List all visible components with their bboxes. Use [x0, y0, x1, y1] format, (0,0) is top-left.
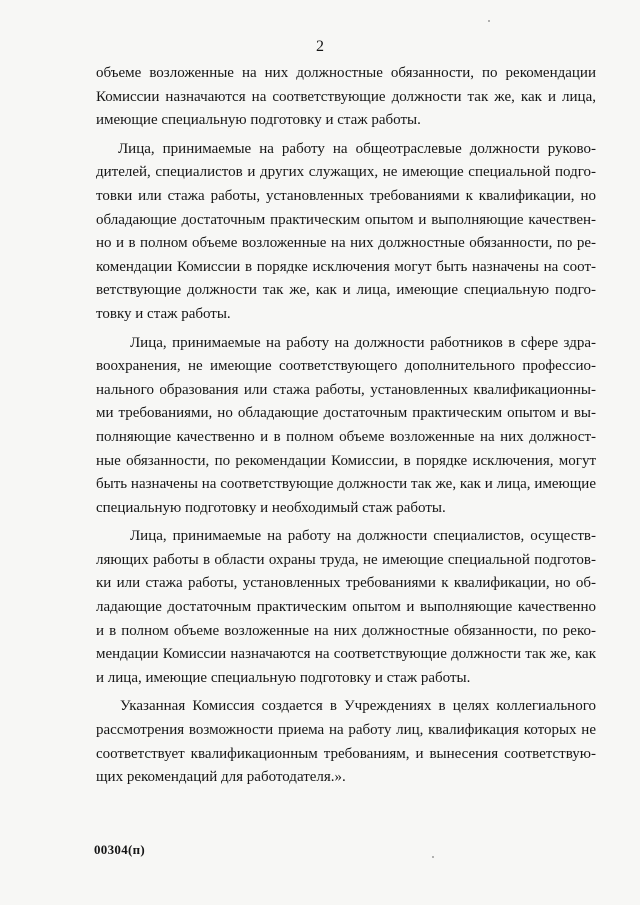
- text-line: Лица, принимаемые на работу на должности специалистов, осуществ-: [130, 528, 596, 545]
- text-line: специальную подготовку и необходимый стаж работы.: [96, 499, 446, 516]
- text-line: дителей, специалистов и других служащих, не имеющие специальной подго-: [96, 164, 596, 181]
- text-line: но и в полном объеме возложенные на них должностные обязанности, по ре-: [96, 235, 596, 252]
- text-line: ные обязанности, по рекомендации Комиссии, в порядке исключения, могут: [96, 452, 596, 469]
- text-line: ки или стажа работы, установленных требованиями к квалификации, но об-: [96, 575, 596, 592]
- paragraph: [96, 62, 596, 133]
- text-line: ветствующие должности так же, как и лица, имеющие специальную подго-: [96, 282, 596, 299]
- text-line: и лица, имеющие специальную подготовку и стаж работы.: [96, 669, 471, 686]
- text-line: мендации Комиссии назначаются на соответствующие должности так же, как: [96, 646, 596, 663]
- text-line: и в полном объеме возложенные на них должностные обязанности, по реко-: [96, 622, 596, 639]
- text-line: имеющие специальную подготовку и стаж работы.: [96, 112, 421, 129]
- text-line: Указанная Комиссия создается в Учреждениях в целях коллегиального: [120, 698, 596, 715]
- text-line: полняющие качественно и в полном объеме возложенные на них должност-: [96, 428, 596, 445]
- paragraph: [96, 332, 596, 521]
- scan-speck: [488, 20, 490, 22]
- text-line: Лица, принимаемые на работу на общеотраслевые должности руково-: [118, 140, 596, 157]
- text-line: объеме возложенные на них должностные обязанности, по рекомендации: [96, 65, 596, 81]
- paragraph: [96, 525, 596, 690]
- text-line: быть назначены на соответствующие должности так же, как и лица, имеющие: [96, 476, 596, 493]
- text-line: соответствует квалификационным требованиям, и вынесения соответствую-: [96, 745, 596, 762]
- scan-speck: [432, 856, 434, 858]
- text-line: ми требованиями, но обладающие достаточным практическим опытом и вы-: [96, 405, 596, 422]
- paragraph: [96, 695, 596, 789]
- text-line: обладающие достаточным практическим опытом и выполняющие качествен-: [96, 211, 596, 228]
- page-number: 2: [316, 38, 324, 55]
- text-line: ляющих работы в области охраны труда, не имеющие специальной подготов-: [96, 551, 596, 568]
- text-line: ладающие достаточным практическим опытом и выполняющие качественно: [96, 599, 596, 616]
- text-line: Комиссии назначаются на соответствующие должности так же, как и лица,: [96, 88, 596, 105]
- text-line: комендации Комиссии в порядке исключения могут быть назначены на соот-: [96, 258, 596, 275]
- text-line: рассмотрения возможности приема на работу лиц, квалификация которых не: [96, 722, 596, 739]
- text-line: Лица, принимаемые на работу на должности работников в сфере здра-: [130, 334, 596, 351]
- text-line: щих рекомендаций для работодателя.».: [96, 769, 346, 786]
- document-code: 00304(п): [94, 842, 146, 857]
- text-line: воохранения, не имеющие соответствующего дополнительного профессио-: [96, 358, 596, 375]
- text-line: нального образования или стажа работы, установленных квалификационны-: [96, 381, 596, 398]
- paragraph: [96, 138, 596, 327]
- document-body: [96, 62, 596, 790]
- text-line: товку и стаж работы.: [96, 305, 231, 322]
- text-line: товки или стажа работы, установленных требованиями к квалификации, но: [96, 187, 596, 204]
